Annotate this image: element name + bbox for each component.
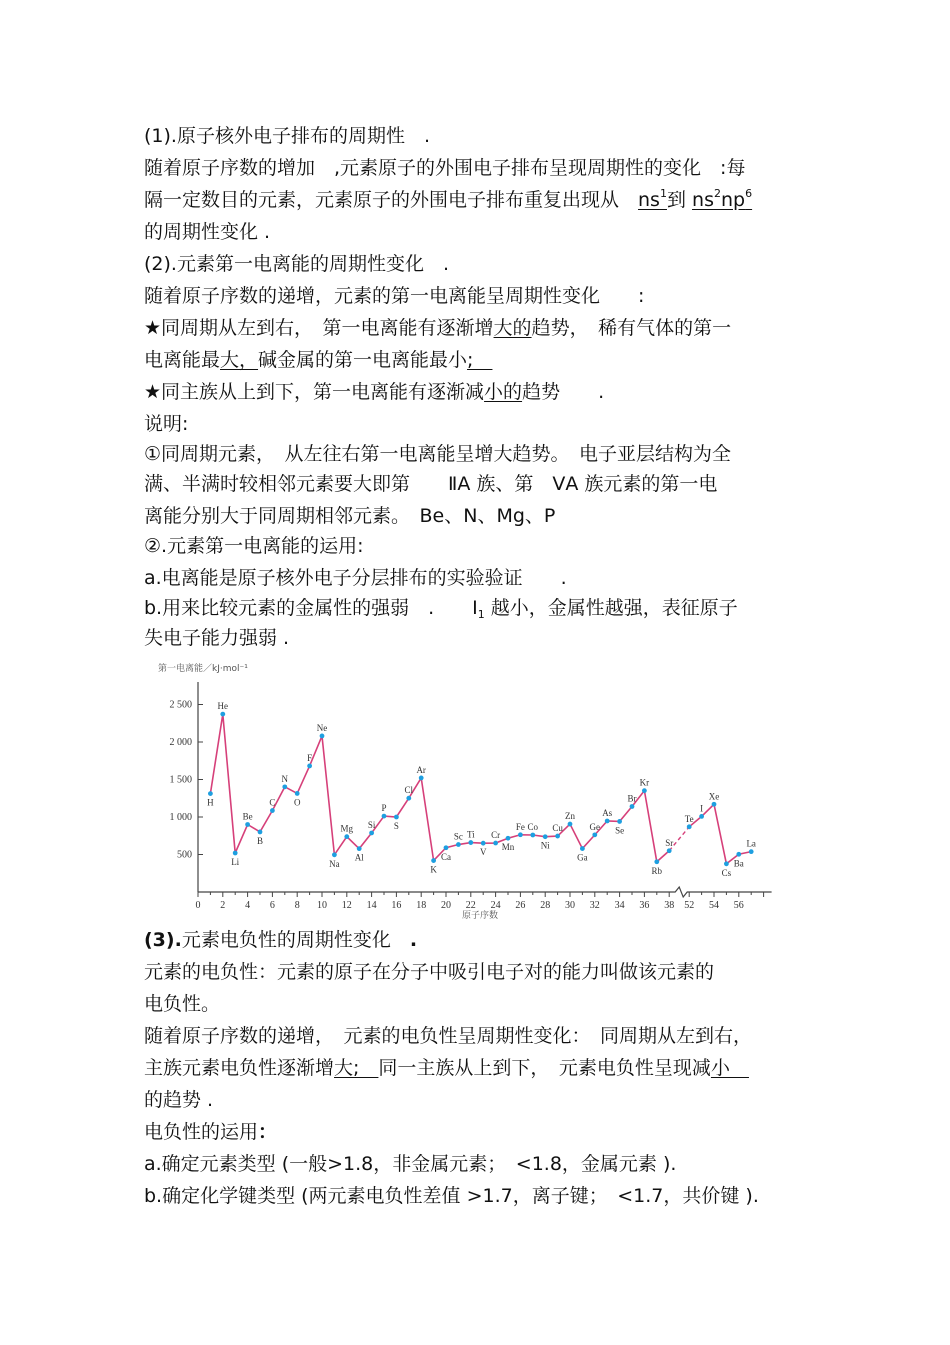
data-label: Br [627,793,637,804]
data-point [258,830,263,835]
data-point [493,841,498,846]
data-point [530,833,535,838]
data-point [667,848,672,853]
x-tick-label: 18 [416,900,427,911]
x-tick-label: 20 [441,900,451,911]
data-label: Na [329,858,340,869]
data-point [444,845,449,850]
data-label: F [307,752,313,763]
x-tick-label: 26 [515,900,526,911]
data-point [518,832,523,837]
data-label: H [207,797,214,808]
x-tick-label: 24 [490,900,501,911]
data-point [382,814,387,819]
data-label: Ar [416,764,426,775]
section2-rule-group: ★同主族从上到下，第一电离能有逐渐减小的趋势 . [144,381,605,403]
data-point [332,852,337,857]
data-label: Mn [501,842,515,853]
y-tick-label: 1 000 [169,812,192,823]
data-point [357,846,362,851]
section1-text: 隔一定数目的元素，元素原子的外围电子排布重复出现从 [144,189,639,211]
x-axis-line [198,887,772,897]
section3-heading: (3).元素电负性的周期性变化 . [144,929,418,951]
data-label: S [393,821,399,831]
data-point [642,788,647,793]
data-label: Sc [453,831,463,842]
chart-title: 第一电离能／kJ·mol⁻¹ [158,664,248,674]
data-label: Ge [589,821,601,832]
data-point [208,791,213,796]
x-tick-label: 56 [733,900,744,911]
note-label: 说明: [144,413,189,435]
data-label: Al [354,852,364,863]
data-label: Ne [316,722,328,733]
note-2: ②.元素第一电离能的运用: [144,535,364,557]
data-label: Cr [491,830,501,841]
data-label: La [746,838,756,849]
data-point [506,836,511,841]
x-tick-label: 6 [269,900,275,911]
x-tick-label: 34 [614,900,625,911]
chart-axes [170,682,772,911]
data-point [592,832,597,837]
section1-paragraph-line1: 随着原子序数的增加 ,元素原子的外围电子排布呈现周期性的变化 :每 [144,157,746,179]
config-ns1: $ns^1$ [638,187,667,211]
data-point [406,796,411,801]
x-tick-label: 14 [366,900,377,911]
data-label: Si [367,819,376,830]
data-point [270,808,275,813]
note-2b-line2: 失电子能力强弱 . [144,627,290,649]
section2-rule-period-cont: 电离能最大，碱金属的第一电离能最小; [144,349,493,371]
note-1-line1: ①同周期元素， 从左往右第一电离能呈增大趋势。 电子亚层结构为全 [144,443,732,465]
data-label: V [479,847,487,858]
section1-paragraph-line3: 的周期性变化 . [144,221,271,243]
x-tick-label: 12 [341,900,352,911]
section3-trend-line3: 的趋势 . [144,1089,214,1111]
data-label: K [430,864,437,875]
data-label: B [256,835,264,846]
series-line [210,714,669,862]
x-tick-label: 8 [294,900,300,911]
data-point [307,764,312,769]
data-label: Be [242,811,253,822]
note-1-line3: 离能分别大于同周期相邻元素。 Be、N、Mg、P [144,505,556,527]
x-tick-label: 16 [391,900,402,911]
data-label: Ba [733,858,744,869]
data-label: Co [527,822,539,832]
y-tick-label: 1 500 [169,774,192,786]
section3-definition-line2: 电负性。 [144,993,221,1015]
data-point [617,819,622,824]
x-tick-label: 38 [664,900,675,911]
data-point [220,712,225,717]
data-point [245,822,250,827]
data-point [699,814,704,819]
data-label: He [217,701,229,712]
data-point [282,784,287,789]
data-label: C [269,797,276,808]
data-point [419,776,424,781]
data-point [568,822,573,827]
data-point [630,804,635,809]
word-to: 到 [666,189,686,211]
data-point [654,859,659,864]
data-label: Cu [552,823,563,834]
x-tick-label: 4 [245,900,251,911]
data-point [456,842,461,847]
x-tick-label: 30 [565,900,575,911]
data-point [749,849,754,854]
ionization-energy-chart [150,660,810,922]
section3-usage-heading: 电负性的运用： [144,1121,278,1143]
x-tick-label: 28 [540,900,551,911]
x-axis-label: 原子序数 [462,911,499,921]
section3-trend-line2: 主族元素电负性逐渐增大; 同一主族从上到下， 元素电负性呈现减小 [144,1057,749,1079]
data-point [543,834,548,839]
y-tick-label: 2 000 [169,737,192,748]
x-tick-label: 36 [639,900,650,911]
data-label: Sr [665,837,674,848]
data-label: Se [615,825,625,836]
section1-heading: (1).原子核外电子排布的周期性 . [144,125,430,147]
x-tick-label: 2 [220,900,226,911]
data-label: Fe [515,821,525,832]
data-label: P [381,803,387,814]
section3-trend-line1: 随着原子序数的递增， 元素的电负性呈周期性变化： 同周期从左到右， [144,1025,753,1047]
config-ns2np6: $ns^2np^6$ [692,187,753,211]
data-point [233,851,238,856]
data-label: Te [684,813,694,824]
data-point [320,734,325,739]
data-label: Rb [651,865,663,876]
note-2a: a.电离能是原子核外电子分层排布的实验验证 . [144,567,567,589]
x-tick-label: 0 [195,900,201,911]
x-tick-label: 22 [465,900,476,911]
data-point [369,831,374,836]
x-tick-label: 32 [589,900,600,911]
data-label: Ca [441,851,451,862]
data-label: Cl [404,785,414,796]
data-label: Xe [708,791,720,802]
data-label: Mg [340,823,354,834]
note-2b-line1: b.用来比较元素的金属性的强弱 . $I_1$ 越小，金属性越强，表征原子 [144,597,738,621]
x-tick-label: 52 [684,900,695,911]
data-label: Cs [721,867,732,878]
data-label: As [602,807,613,818]
data-point [736,852,741,857]
data-label: N [281,773,289,784]
note-1-line2: 满、半满时较相邻元素要大即第 ⅡA 族、第 ⅤA 族元素的第一电 [144,473,718,495]
data-point [605,819,610,824]
x-tick-label: 54 [709,900,719,911]
data-label: Zn [565,811,575,822]
data-label: Li [231,857,240,867]
y-tick-label: 500 [177,849,192,861]
section3-definition-line1: 元素的电负性：元素的原子在分子中吸引电子对的能力叫做该元素的 [144,961,715,983]
data-point [295,791,300,796]
y-tick-label: 2 500 [169,699,192,711]
section3-usage-b: b.确定化学键类型 (两元素电负性差值 >1.7，离子键； <1.7，共价键 ). [144,1185,759,1207]
x-tick-label: 10 [317,900,327,911]
data-point [687,824,692,829]
section3-usage-a: a.确定元素类型 (一般>1.8，非金属元素； <1.8，金属元素 ). [144,1153,677,1175]
data-point [555,834,560,839]
section2-rule-period: ★同周期从左到右， 第一电离能有逐渐增大的趋势， 稀有气体的第一 [144,317,732,339]
section2-intro: 随着原子序数的递增，元素的第一电离能呈周期性变化 : [144,285,645,307]
data-label: Ga [577,852,588,863]
series-line [689,804,751,864]
data-label: Kr [639,777,650,788]
data-point [481,841,486,846]
data-point [580,846,585,851]
section2-heading: (2).元素第一电离能的周期性变化 . [144,253,449,275]
data-point [712,802,717,807]
data-point [394,815,399,820]
data-label: Ti [466,829,475,840]
data-point [344,834,349,839]
data-label: I [700,803,704,814]
data-label: Ni [540,840,550,851]
data-point [468,840,473,845]
data-label: O [293,797,301,808]
data-point [431,858,436,863]
chart-series [207,701,756,878]
section1-paragraph-line2 [144,188,752,212]
data-point [724,861,729,866]
